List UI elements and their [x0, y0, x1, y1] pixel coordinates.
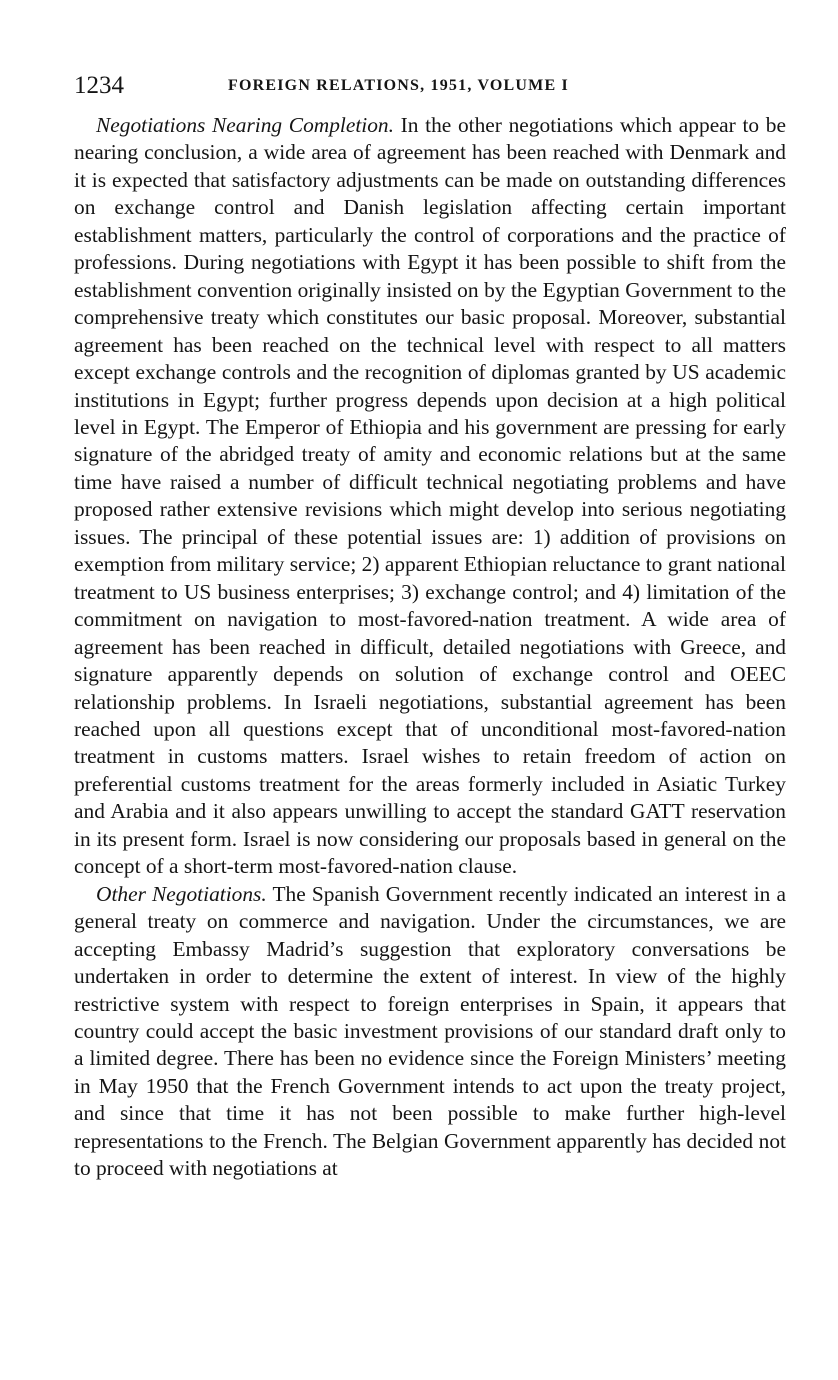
paragraph-other-negotiations: [74, 881, 786, 1183]
running-title: FOREIGN RELATIONS, 1951, VOLUME I: [228, 77, 569, 94]
document-body: [74, 112, 786, 1183]
paragraph-text: In the other negotiations which appear to be nearing conclusion, a wide area of agreement has been reached with Denmark and it is expected that satisfactory adjustments can be made on outstanding differences on exchange control and Danish legislation affecting certain important establishment matters, particularly the control of corporations and the practice of professions. During negotiations with Egypt it has been possible to shift from the establishment convention originally insisted on by the Egyptian Government to the comprehensive treaty which constitutes our basic proposal. Moreover, substantial agreement has been reached on the technical level with respect to all matters except exchange controls and the recognition of diplomas granted by US academic institutions in Egypt; further progress depends upon decision at a high political level in Egypt. The Emperor of Ethiopia and his government are pressing for early signature of the abridged treaty of amity and economic relations but at the same time have raised a number of difficult technical negotiating problems and have proposed rather extensive revisions which might develop into serious negotiating issues. The principal of these potential issues are: 1) addition of provisions on exemption from military service; 2) apparent Ethiopian reluctance to grant national treatment to US business enterprises; 3) exchange control; and 4) limitation of the commitment on navigation to most-favored-nation treatment. A wide area of agreement has been reached in difficult, detailed negotiations with Greece, and signature apparently depends on solution of exchange control and OEEC relationship problems. In Israeli negotiations, substantial agreement has been reached upon all questions except that of unconditional most-favored-nation treatment in customs matters. Israel wishes to retain freedom of action on preferential customs treatment for the areas formerly included in Asiatic Turkey and Arabia and it also appears unwilling to accept the standard GATT reservation in its present form. Israel is now considering our proposals based in general on the concept of a short-term most-favored-nation clause.: [74, 113, 786, 879]
paragraph-lead: Other Negotiations.: [96, 881, 267, 906]
paragraph-text: The Spanish Government recently indicated an interest in a general treaty on commerce and navigation. Under the circumstances, we are accepting Embassy Madrid’s suggestion that exploratory conversations be undertaken in order to determine the extent of interest. In view of the highly restrictive system with respect to foreign enterprises in Spain, it appears that country could accept the basic investment provisions of our standard draft only to a limited degree. There has been no evidence since the Foreign Ministers’ meeting in May 1950 that the French Government intends to act upon the treaty project, and since that time it has not been possible to make further high-level representations to the French. The Belgian Government apparently has decided not to proceed with negotiations at: [74, 881, 786, 1181]
paragraph-negotiations-nearing-completion: [74, 112, 786, 881]
paragraph-lead: Negotiations Nearing Completion.: [96, 113, 394, 137]
page-header: [74, 72, 786, 102]
page-number: 1234: [74, 72, 124, 99]
